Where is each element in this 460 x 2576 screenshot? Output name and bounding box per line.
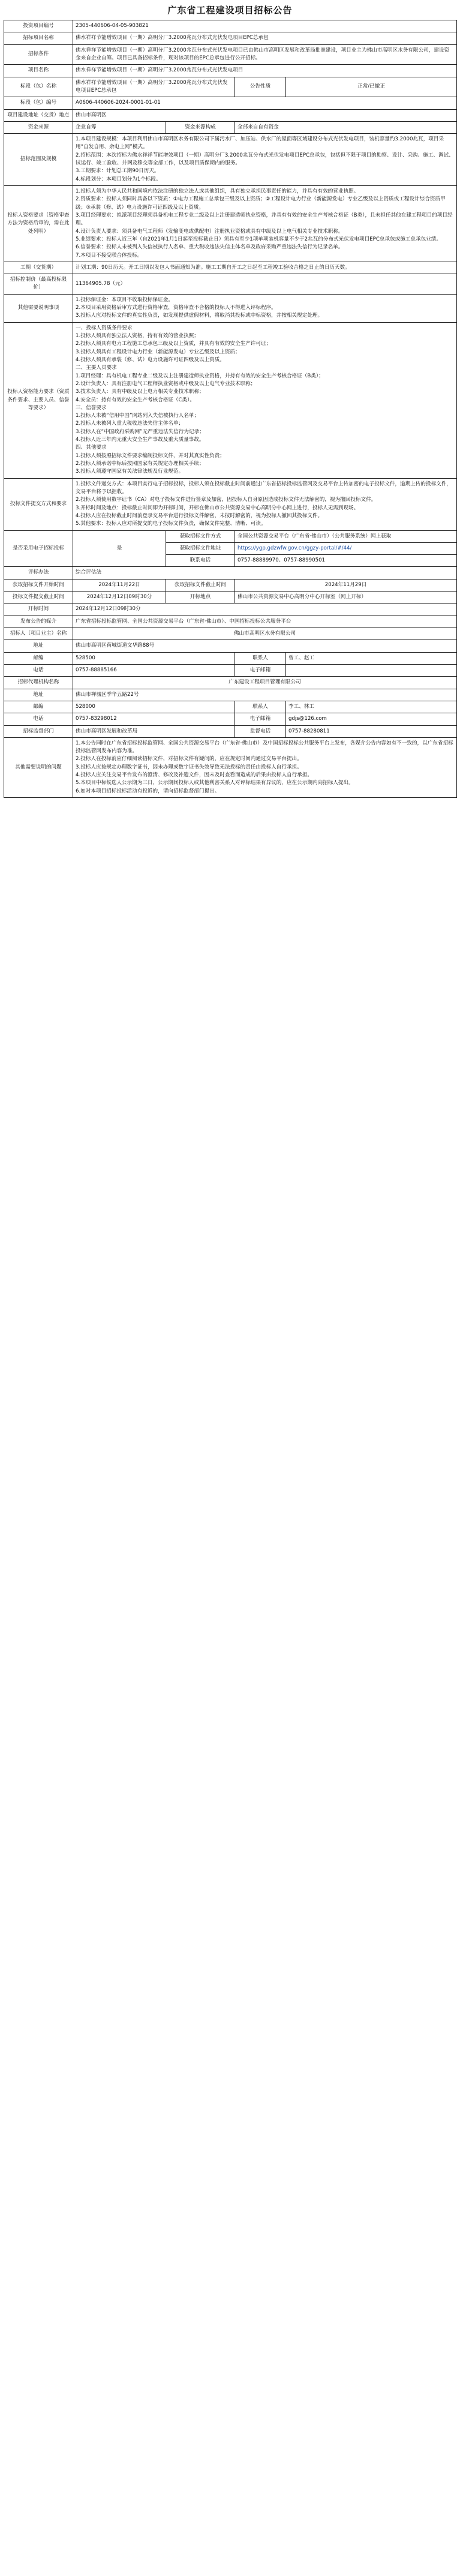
- label-period: 工期（交货期）: [4, 262, 73, 274]
- row-address: [4, 640, 457, 652]
- value-address: 佛山市高明区荷城街道文华路88号: [73, 640, 457, 652]
- row-deadline: [4, 592, 457, 604]
- value-agency-zip: 528000: [73, 701, 235, 713]
- label-max-price: 招标控制价（最高投标限价）: [4, 274, 73, 295]
- value-announce-nature: 正常/已撤正: [286, 77, 457, 97]
- row-bid-project-name: [4, 32, 457, 44]
- value-agency-contact: 李工、林工: [286, 701, 457, 713]
- value-other-info: 1.投标保证金：本项目不收取投标保证金。 2.本项目采用资格后审方式进行资格审查，资格审查不合格的投标人不得进入评标程序。 3.投标人应对投标文件的真实性负责，如发现提供虚假材料，将取消其投标或中标资格，并按相关规定处理。: [73, 294, 457, 322]
- value-media: 广东省招标投标监管网、全国公共资源交易平台（广东省·佛山市）、中国招标投标公共服务平台: [73, 616, 457, 628]
- value-get-doc-phone: 0757-88889970、0757-88990501: [235, 555, 457, 567]
- value-phone: 0757-88885166: [73, 664, 235, 676]
- value-section-no: A0606-440606-2024-0001-01-01: [73, 97, 457, 109]
- label-get-doc-address: 获取招标文件地址: [166, 542, 235, 554]
- value-doc-time: 2024年11月22日: [73, 579, 166, 591]
- label-get-doc-phone: 联系电话: [166, 555, 235, 567]
- row-agency-zip: [4, 701, 457, 713]
- label-agency-contact: 联系人: [235, 701, 286, 713]
- label-project-name: 项目名称: [4, 65, 73, 77]
- label-fund-ratio: 资金来源构成: [166, 121, 235, 133]
- row-bid-conditions: [4, 44, 457, 65]
- value-supervisor: 佛山市高明区水务有限公司: [73, 628, 457, 640]
- value-bid-project-name: 佛水祥祥节能增效项目（一期）高明分厂3.2000兆瓦分布式光伏发电项目EPC总承包: [73, 32, 457, 44]
- label-section-no: 标段（包）编号: [4, 97, 73, 109]
- label-agency: 招标代理机构名称: [4, 677, 73, 689]
- label-fund-source: 资金来源: [4, 121, 73, 133]
- label-section-name: 标段（包）名称: [4, 77, 73, 97]
- row-section-no: [4, 97, 457, 109]
- row-doc-time: [4, 579, 457, 591]
- label-deadline: 投标文件提交截止时间: [4, 592, 73, 604]
- value-email: gdjs@126.com: [286, 713, 457, 725]
- label-bid-project-name: 招标项目名称: [4, 32, 73, 44]
- page-title: 广东省工程建设项目招标公告: [167, 5, 293, 16]
- row-supervise: [4, 725, 457, 737]
- label-bid-requirements: 投标人资格能力要求（资质条件要求、主要人员、信誉等要求）: [4, 322, 73, 478]
- label-other-info: 其他需要说明事项: [4, 294, 73, 322]
- label-email-owner: 电子邮箱: [235, 664, 286, 676]
- row-supervisor: [4, 628, 457, 640]
- row-period: [4, 262, 457, 274]
- row-online-bid: [4, 530, 457, 542]
- value-agency: 广东建设工程项目管理有限公司: [73, 677, 457, 689]
- value-doc-end-time: 2024年11月29日: [235, 579, 457, 591]
- value-supervise-dept: 佛山市高明区发展和改革局: [73, 725, 235, 737]
- value-bid-requirements: 一、投标人资质条件要求 1.投标人须具有独立法人资格，持有有效的营业执照； 2.投标人须具有电力工程施工总承包三级及以上资质，并具有有效的安全生产许可证； 3.投标人须具有工程设计电力行业（新能源发电）专业乙级及以上资质； 4.投标人须具有承装（修、试）电力设施许可证四级及以上资质。 二、主要人员要求 1.项目经理：具有机电工程专业二级及以上注册建造师执业资格，并持有有效的安全生产考核合格证（B类）； 2.设计负责人：具有注册电气工程师执业资格或中级及以上电气专业技术职称； 3.技术负责人：具有中级及以上电力相关专业技术职称； 4.安全员：持有有效的安全生产考核合格证（C类）。 三、信誉要求 1.投标人未被“信用中国”网站列入失信被执行人名单； 2.投标人未被列入重大税收违法失信主体名单； 3.投标人在“中国政府采购网”无严重违法失信行为记录； 4.投标人近三年内无重大安全生产事故及重大质量事故。 四、其他要求 1.投标人须按照招标文件要求编制投标文件，并对其真实性负责； 2.投标人须承诺中标后按照国家有关规定办理相关手续； 3.投标人须遵守国家有关法律法规及行业规范。: [73, 322, 457, 478]
- value-open-time: 2024年12月12日09时30分: [73, 604, 457, 616]
- label-scope: 招标范围及规模: [4, 134, 73, 186]
- value-max-price: 11364905.78（元）: [73, 274, 457, 295]
- value-contact: 曾工、赵工: [286, 652, 457, 664]
- label-media: 发布公告的媒介: [4, 616, 73, 628]
- label-supervisor: 招标人（项目业主）名称: [4, 628, 73, 640]
- label-notes: 其他需要说明的问题: [4, 737, 73, 797]
- row-open-time: [4, 604, 457, 616]
- row-agency-address: [4, 689, 457, 701]
- label-project-no: 投资项目编号: [4, 20, 73, 32]
- value-qualification: 1.投标人须为中华人民共和国境内依法注册的独立法人或其他组织，具有独立承担民事责任的能力，并具有有效的营业执照。 2.资质要求：投标人须同时具备以下资质：①电力工程施工总承包三级及以上资质；②工程设计电力行业（新能源发电）专业乙级及以上资质或工程设计综合资质甲级；③承装（修、试）电力设施许可证四级及以上资质。 3.项目经理要求：拟派项目经理须具备机电工程专业二级及以上注册建造师执业资格，并具有有效的安全生产考核合格证（B类），且未担任其他在建工程项目的项目经理。 4.设计负责人要求：须具备电气工程师（发输变电或供配电）注册执业资格或具有中级及以上电气相关专业技术职称。 5.业绩要求：投标人近三年（自2021年1月1日起至投标截止日）须具有至少1项单项装机容量不少于2兆瓦的分布式光伏发电项目EPC总承包或施工总承包业绩。 6.信誉要求：投标人未被列入失信被执行人名单、重大税收违法失信主体名单及政府采购严重违法失信行为记录名单。 7.本项目不接受联合体投标。: [73, 186, 457, 262]
- row-location: [4, 109, 457, 121]
- label-online-bid: 是否采用电子招标投标: [4, 530, 73, 567]
- row-other-info: [4, 294, 457, 322]
- value-zip: 528500: [73, 652, 235, 664]
- value-online-bid: 是: [73, 530, 166, 567]
- row-review-method: [4, 567, 457, 579]
- value-deadline: 2024年12月12日09时30分: [73, 592, 166, 604]
- value-bid-conditions: 佛水祥祥节能增效项目（一期）高明分厂3.2000兆瓦分布式光伏发电项目已由佛山市高明区发展和改革局批准建设，项目业主为佛山市高明区水务有限公司，建设资金来自企业自筹。项目已具备招标条件，现对该项目的EPC总承包进行公开招标。: [73, 44, 457, 65]
- row-project-no: [4, 20, 457, 32]
- row-agency-phone: [4, 713, 457, 725]
- label-bid-method: 投标文件提交方式和要求: [4, 478, 73, 530]
- label-supervise-phone: 监督电话: [235, 725, 286, 737]
- label-agency-zip: 邮编: [4, 701, 73, 713]
- row-qualification: [4, 186, 457, 262]
- value-location: 佛山市高明区: [73, 109, 457, 121]
- row-agency: [4, 677, 457, 689]
- label-open-time: 开标时间: [4, 604, 73, 616]
- value-agency-phone: 0757-83298012: [73, 713, 235, 725]
- label-agency-phone: 电话: [4, 713, 73, 725]
- announcement-page: [4, 4, 456, 798]
- value-get-doc-method: 全国公共资源交易平台（广东省·佛山市）（公共服务系统）网上获取: [235, 530, 457, 542]
- value-fund-source: 企业自筹: [73, 121, 166, 133]
- label-doc-end-time: 获取招标文件截止时间: [166, 579, 235, 591]
- row-notes: [4, 737, 457, 797]
- value-open-place: 佛山市公共资源交易中心高明分中心开标室（网上开标）: [235, 592, 457, 604]
- label-announce-nature: 公告性质: [235, 77, 286, 97]
- value-review-method: 综合评估法: [73, 567, 457, 579]
- value-fund-ratio: 全部来自自有资金: [235, 121, 457, 133]
- row-section-name: [4, 77, 457, 97]
- announcement-table: [4, 20, 457, 798]
- row-media: [4, 616, 457, 628]
- label-review-method: 评标办法: [4, 567, 73, 579]
- label-qualification: 投标人资格要求（资格审查方法为资格后审的，需在此处列明）: [4, 186, 73, 262]
- value-project-name: 佛水祥祥节能增效项目（一期）高明分厂3.2000兆瓦分布式光伏发电项目: [73, 65, 457, 77]
- value-period: 计划工期：90日历天。开工日期以发包人书面通知为准。施工工期自开工之日起至工程竣工验收合格之日止的日历天数。: [73, 262, 457, 274]
- label-supervise-dept: 招标监督部门: [4, 725, 73, 737]
- label-zip: 邮编: [4, 652, 73, 664]
- value-section-name: 佛水祥祥节能增效项目（一期）高明分厂3.2000兆瓦分布式光伏发电项目EPC总承包: [73, 77, 235, 97]
- value-email-owner: [286, 664, 457, 676]
- label-get-doc-method: 获取招标文件方式: [166, 530, 235, 542]
- row-scope: [4, 134, 457, 186]
- label-doc-time: 获取招标文件开始时间: [4, 579, 73, 591]
- row-bid-method: [4, 478, 457, 530]
- row-project-name: [4, 65, 457, 77]
- value-notes: 1.本公告同时在广东省招标投标监管网、全国公共资源交易平台（广东省·佛山市）及中国招标投标公共服务平台上发布，各媒介公告内容如有不一致的，以广东省招标投标监管网发布内容为准。 2.投标人在投标前应仔细阅读招标文件，对招标文件有疑问的，应在规定时间内通过交易平台提出。 3.投标人应按规定办理数字证书，因未办理或数字证书失效导致无法投标的责任由投标人自行承担。 4.投标人应关注交易平台发布的澄清、修改及补遗文件，因未及时查看而造成的后果由投标人自行承担。 5.本项目中标候选人公示期为三日，公示期间投标人或其他利害关系人对评标结果有异议的，应在公示期内向招标人提出。 6.如对本项目招标投标活动有投诉的，请向招标监督部门提出。: [73, 737, 457, 797]
- row-max-price: [4, 274, 457, 295]
- row-phone: [4, 664, 457, 676]
- value-scope: 1.本项目建设规模：本项目利用佛山市高明区水务有限公司下属污水厂、加压站、供水厂的屋面等区域建设分布式光伏发电项目，装机容量约3.2000兆瓦，项目采用“自发自用、余电上网”模式。 2.招标范围：本次招标为佛水祥祥节能增效项目（一期）高明分厂3.2000兆瓦分布式光伏发电项目EPC总承包，包括但不限于项目的勘察、设计、采购、施工、调试、试运行、竣工验收、并网及移交等全部工作，以及项目质保期内的服务。 3.工期要求：计划总工期90日历天。 4.标段划分：本项目划分为1个标段。: [73, 134, 457, 186]
- value-bid-method: 1.投标文件递交方式：本项目实行电子招标投标，投标人须在投标截止时间前通过广东省招标投标监管网及交易平台上传加密的电子投标文件，逾期上传的投标文件，交易平台将予以拒收。 2.投标人须使用数字证书（CA）对电子投标文件进行签章及加密，因投标人自身原因造成投标文件无法解密的，视为撤回投标文件。 3.开标时间及地点：投标截止时间即为开标时间，开标在佛山市公共资源交易中心高明分中心网上进行，投标人无需到现场。 4.投标人应在投标截止时间前登录交易平台进行投标文件解密，未按时解密的，视为投标人撤回其投标文件。 5.其他要求：投标人应对所提交的电子投标文件负责，确保文件完整、清晰、可读。: [73, 478, 457, 530]
- label-bid-conditions: 招标条件: [4, 44, 73, 65]
- label-contact: 联系人: [235, 652, 286, 664]
- label-open-place: 开标地点: [166, 592, 235, 604]
- row-fund: [4, 121, 457, 133]
- label-phone: 电话: [4, 664, 73, 676]
- row-zip: [4, 652, 457, 664]
- value-project-no: 2305-440606-04-05-903821: [73, 20, 457, 32]
- label-location: 项目建设地址（交货）地点: [4, 109, 73, 121]
- row-bid-requirements: [4, 322, 457, 478]
- value-supervise-phone: 0757-88280811: [286, 725, 457, 737]
- value-agency-address: 佛山市禅城区季华五路22号: [73, 689, 457, 701]
- label-address: 地址: [4, 640, 73, 652]
- value-get-doc-address[interactable]: https://ygp.gdzwfw.gov.cn/ggzy-portal/#/44/: [235, 542, 457, 554]
- label-agency-address: 地址: [4, 689, 73, 701]
- label-email: 电子邮箱: [235, 713, 286, 725]
